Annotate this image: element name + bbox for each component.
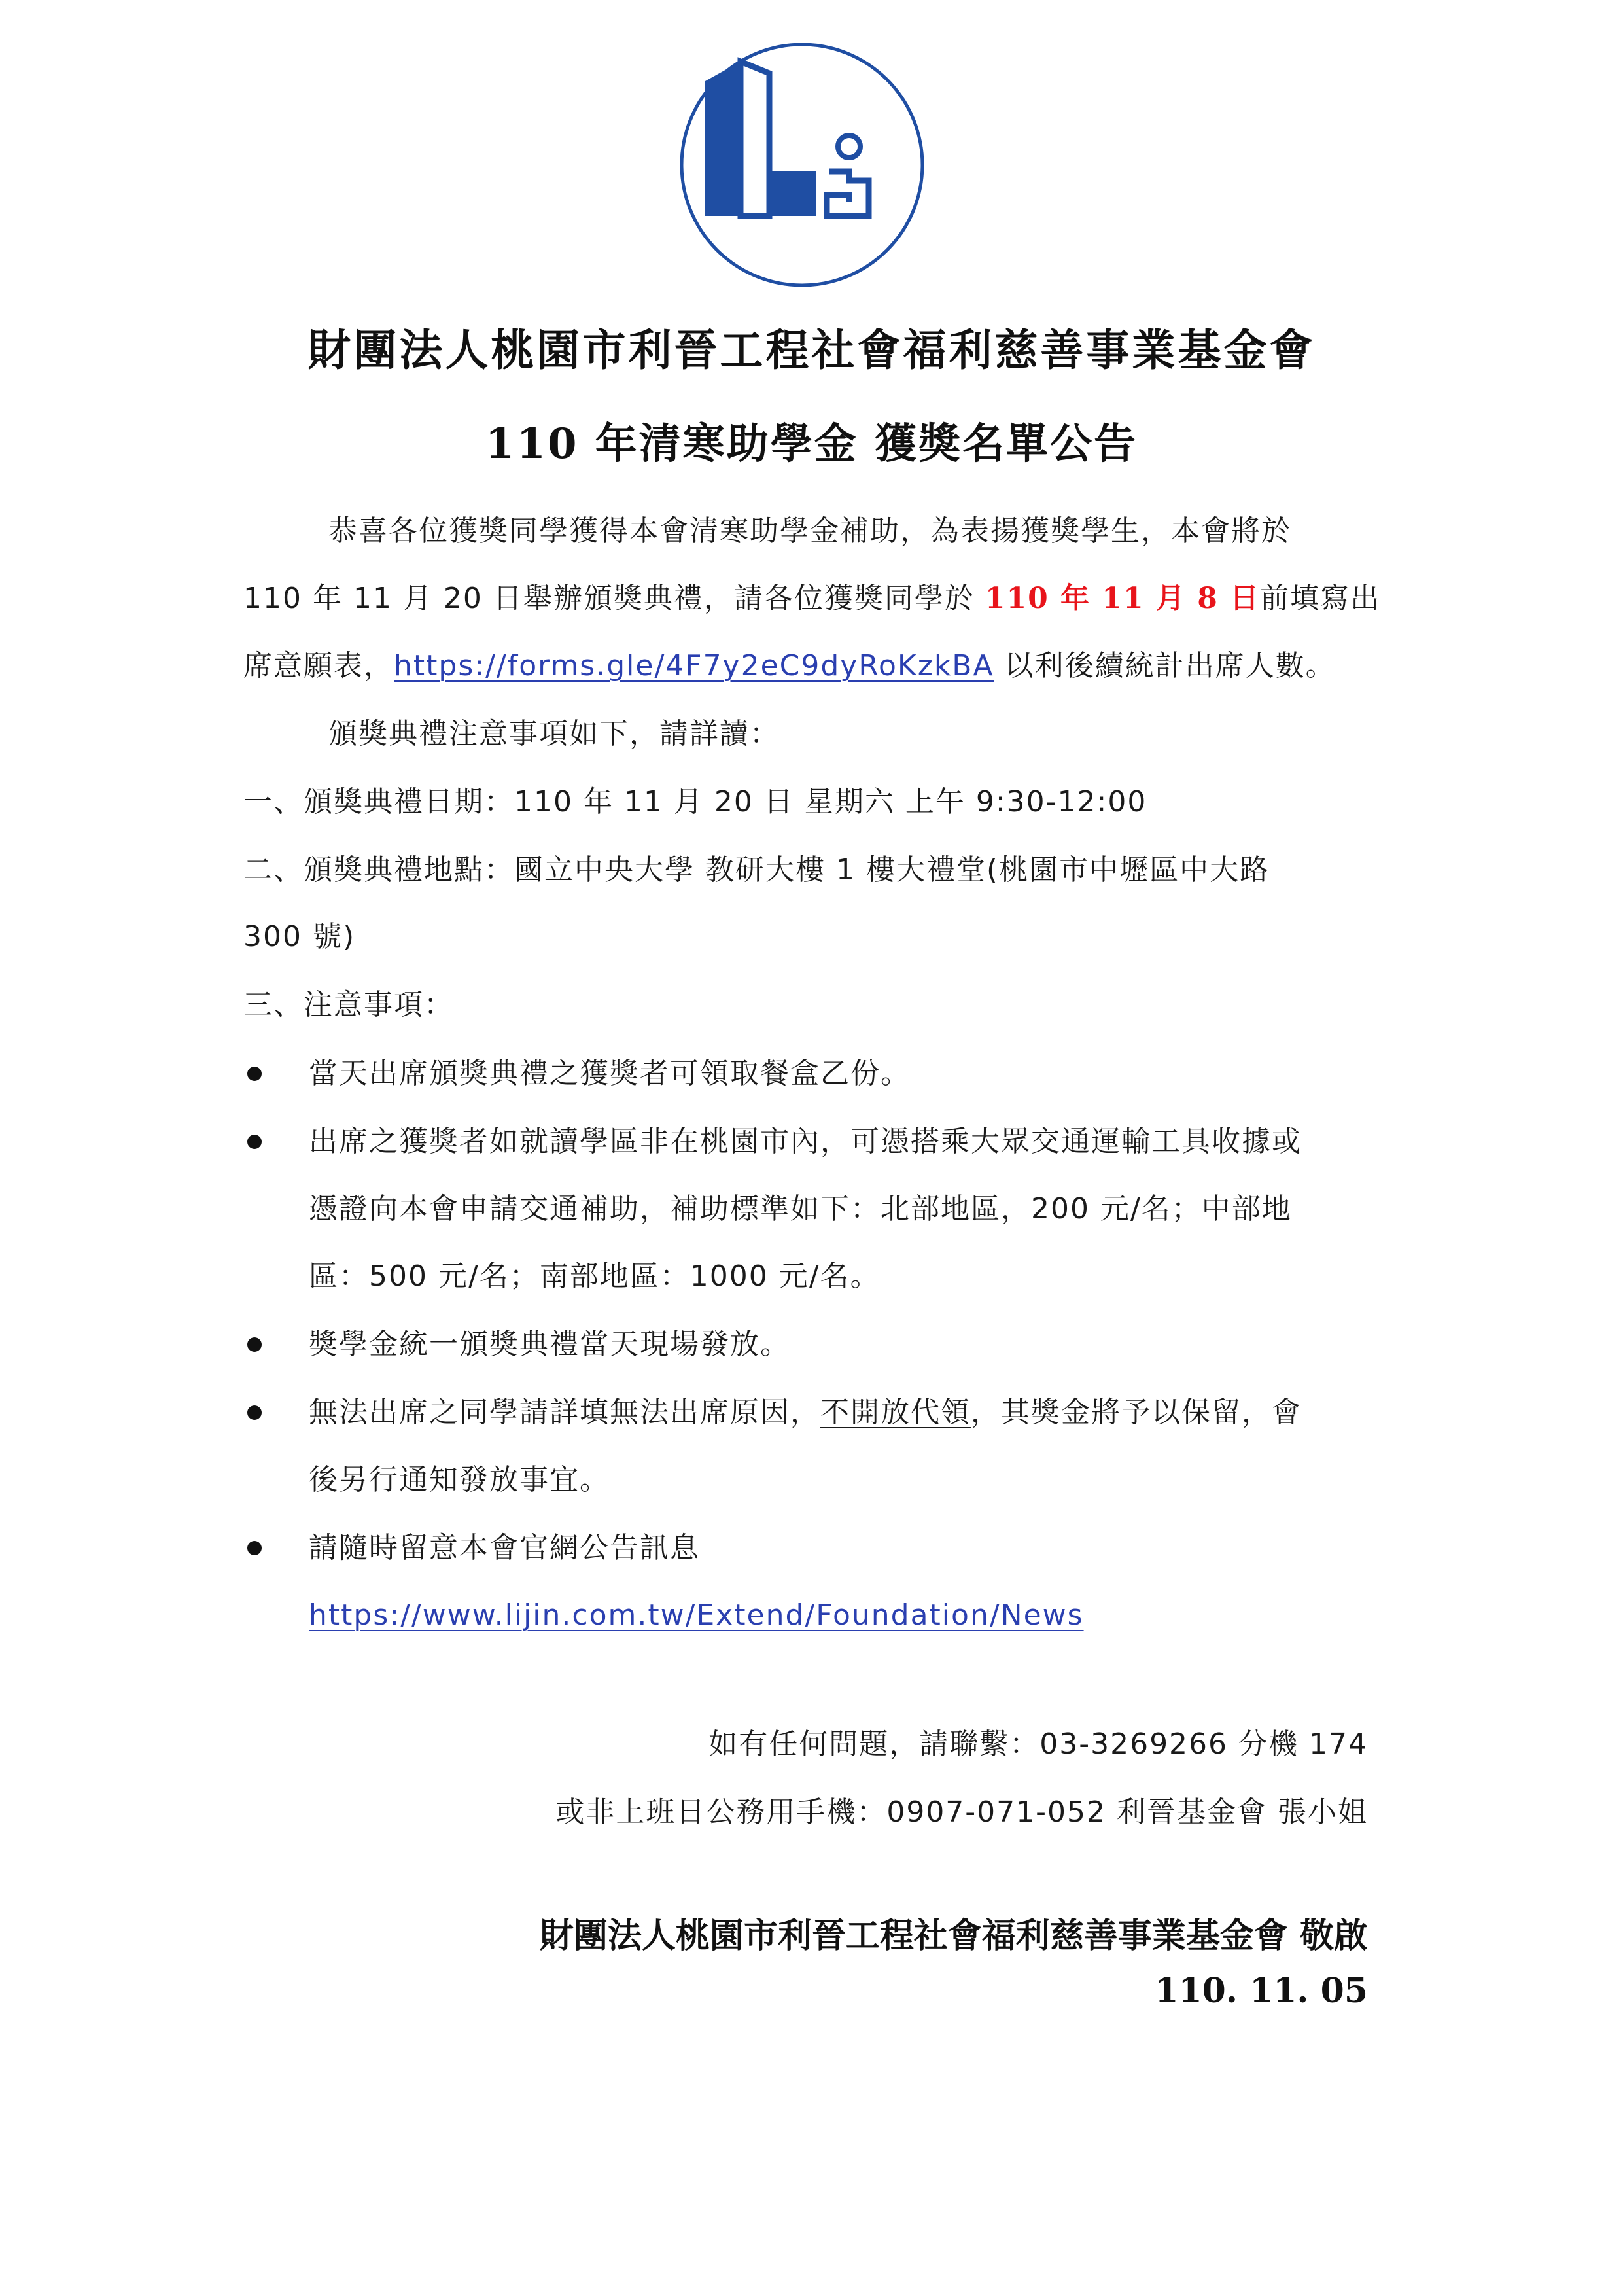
bullet-transport-line-3: 區：500 元/名；南部地區：1000 元/名。 (309, 1260, 881, 1293)
organization-title: 財團法人桃園市利晉工程社會福利慈善事業基金會 (307, 325, 1316, 376)
intro-line-3 (243, 649, 1369, 682)
bullet-meal-box: 當天出席頒獎典禮之獲獎者可領取餐盒乙份。 (309, 1057, 911, 1090)
ceremony-venue-cont: 300 號) (243, 920, 356, 953)
signature-organization: 財團法人桃園市利晉工程社會福利慈善事業基金會 敬啟 (539, 1916, 1368, 1956)
intro-line-2-text: 110 年 11 月 20 日舉辦頒獎典禮，請各位獲獎同學於 (243, 582, 985, 615)
bullet-website-notice: 請隨時留意本會官網公告訊息 (309, 1531, 700, 1564)
foundation-logo-icon (678, 41, 926, 289)
intro-line-2 (243, 582, 1381, 615)
foundation-logo (678, 41, 926, 289)
notes-intro: 頒獎典禮注意事項如下，請詳讀： (328, 717, 780, 751)
bullet-dot (247, 1135, 262, 1149)
notes-heading: 三、注意事項： (243, 988, 454, 1021)
bullet-dot (247, 1405, 262, 1420)
contact-phone: 如有任何問題，請聯繫：03-3269266 分機 174 (708, 1727, 1368, 1761)
foundation-news-link[interactable]: https://www.lijin.com.tw/Extend/Foundation/News (309, 1598, 1084, 1632)
bullet-dot (247, 1541, 262, 1555)
intro-line-1: 恭喜各位獲獎同學獲得本會清寒助學金補助，為表揚獲獎學生，本會將於 (328, 514, 1291, 548)
rsvp-deadline: 110 年 11 月 8 日 (985, 582, 1261, 615)
absence-text-tail: ，其獎金將予以保留，會 (971, 1396, 1302, 1429)
bullet-dot (247, 1067, 262, 1081)
intro-line-3-text: 席意願表， (243, 649, 394, 682)
bullet-scholarship-distribution: 獎學金統一頒獎典禮當天現場發放。 (309, 1328, 790, 1361)
rsvp-form-link[interactable]: https://forms.gle/4F7y2eC9dyRoKzkBA (394, 649, 994, 682)
bullet-transport-line-2: 憑證向本會申請交通補助，補助標準如下：北部地區，200 元/名；中部地 (309, 1192, 1292, 1226)
website-news-link (309, 1598, 1434, 1632)
signature-date: 110. 11. 05 (1155, 1971, 1368, 2011)
bullet-absence-line-1 (309, 1398, 1434, 1427)
intro-line-2-tail: 前填寫出 (1260, 582, 1381, 615)
intro-line-3-tail: 以利後續統計出席人數。 (994, 649, 1336, 682)
ceremony-venue: 二、頒獎典禮地點：國立中央大學 教研大樓 1 樓大禮堂(桃園市中壢區中大路 (243, 853, 1270, 887)
no-proxy-notice: 不開放代領 (820, 1396, 971, 1429)
contact-mobile: 或非上班日公務用手機：0907-071-052 利晉基金會 張小姐 (555, 1795, 1368, 1829)
ceremony-date: 一、頒獎典禮日期：110 年 11 月 20 日 星期六 上午 9:30-12:00 (243, 785, 1147, 819)
announcement-title: 110 年清寒助學金 獲獎名單公告 (485, 419, 1138, 468)
absence-text: 無法出席之同學請詳填無法出席原因， (309, 1396, 820, 1429)
bullet-transport-line-1: 出席之獲獎者如就讀學區非在桃園市內，可憑搭乘大眾交通運輸工具收據或 (309, 1125, 1302, 1158)
bullet-absence-line-2: 後另行通知發放事宜。 (309, 1463, 610, 1496)
bullet-dot (247, 1337, 262, 1352)
